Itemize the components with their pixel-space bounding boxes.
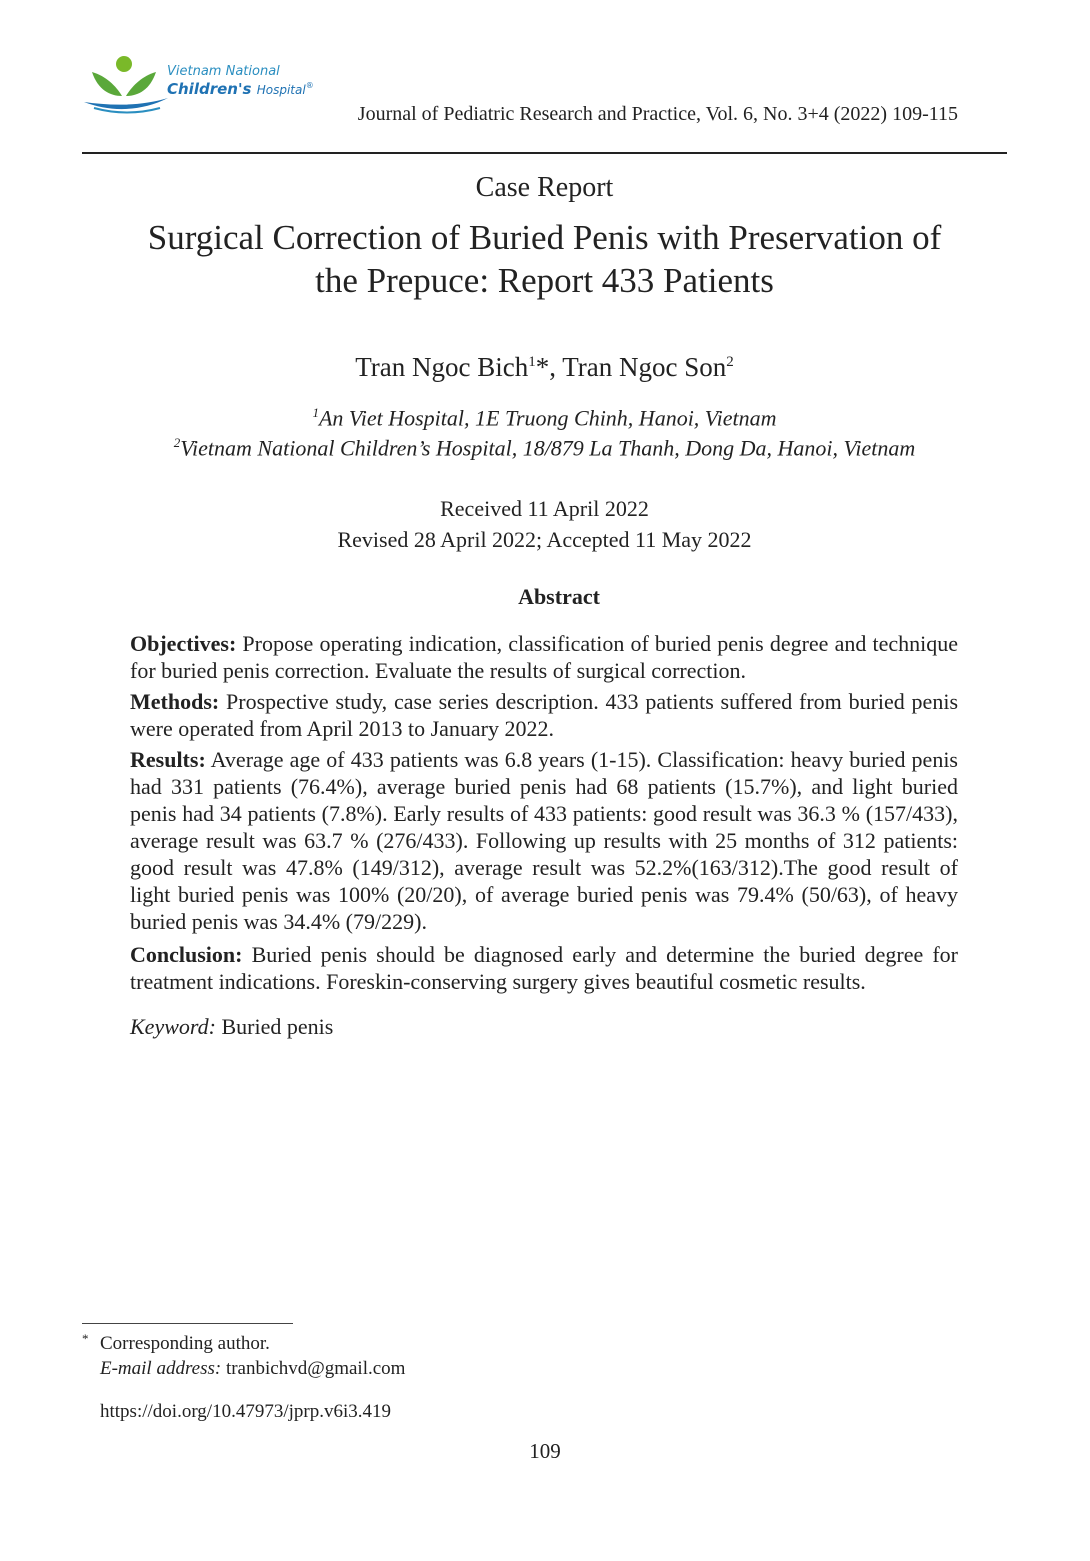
title-line2: the Prepuce: Report 433 Patients [315,261,774,300]
keywords: Keyword: Buried penis [130,1014,334,1039]
article-title [82,216,1007,302]
article-type: Case Report [475,172,614,203]
abstract-methods: Methods: Prospective study, case series description. 433 patients suffered from buried penis were operated from April 2013 to January 2022. [130,689,958,741]
author-1: Tran Ngoc Bich [355,352,529,382]
hospital-logo [80,52,314,116]
header-rule [82,152,1007,154]
abstract-heading: Abstract [518,584,600,609]
title-line1: Surgical Correction of Buried Penis with Preservation of [147,218,942,257]
logo-line1: Vietnam National [167,64,280,79]
abstract-results: Results: Average age of 433 patients was 6.8 years (1-15). Classification: heavy buried penis had 331 patients (76.4%), average buried penis had 68 patients (15.7%), and light buried penis had 34 patients (7.8%). Early results of 433 patients: good result was 36.3 % (157/433), average result was 63.7 % (276/433). Following up results with 25 months of 312 patients: good result was 47.8% (149/312), average result was 52.2%(163/312).The good result of light buried penis was 100% (20/20), of average buried penis was 79.4% (50/63), of heavy buried penis was 34.4% (79/229). [130,747,958,934]
author-email: E-mail address: tranbichvd@gmail.com [100,1358,406,1379]
logo-line2: Children's Hospital® [167,80,314,98]
page-number: 109 [529,1439,561,1463]
received-date: Received 11 April 2022 [440,496,649,521]
revised-accepted-date: Revised 28 April 2022; Accepted 11 May 2022 [337,527,752,552]
footnote-rule [82,1323,293,1324]
affiliation-2: $^2$Vietnam National Children’s Hospital, 18/879 La Thanh, Dong Da, Hanoi, Vietnam [173,435,916,461]
abstract-objectives: Objectives: Propose operating indication, classification of buried penis degree and technique for buried penis correction. Evaluate the results of surgical correction. [130,631,958,683]
lotus-logo-icon [80,52,170,116]
affiliation-1: $^1$An Viet Hospital, 1E Truong Chinh, Hanoi, Vietnam [312,405,777,431]
footnote-star: * [82,1331,89,1346]
journal-citation: Journal of Pediatric Research and Practice, Vol. 6, No. 3+4 (2022) 109-115 [357,103,958,125]
abstract-conclusion: Conclusion: Buried penis should be diagnosed early and determine the buried degree for treatment indications. Foreskin-conserving surgery gives beautiful cosmetic results. [130,942,958,994]
authors: Tran Ngoc Bich$^1$*, Tran Ngoc Son$^2$ [355,352,734,382]
author-2: Tran Ngoc Son [562,352,727,382]
doi-link[interactable]: https://doi.org/10.47973/jprp.v6i3.419 [100,1401,391,1422]
corresponding-author-note: Corresponding author. [100,1333,270,1354]
